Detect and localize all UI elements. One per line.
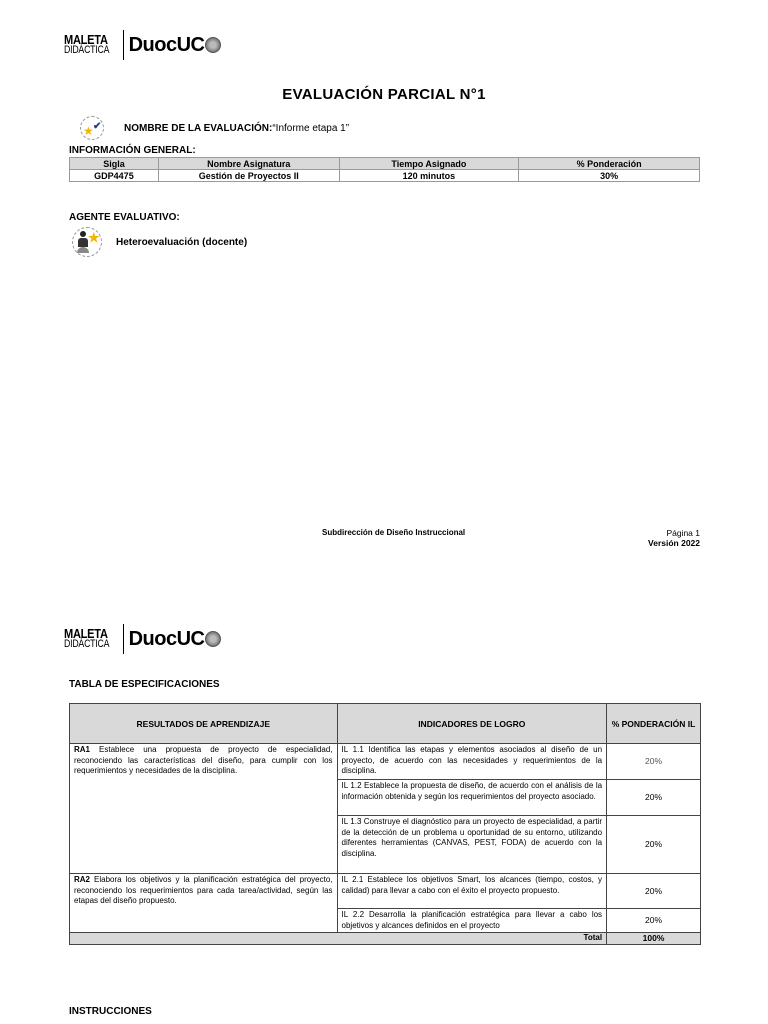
info-general-label: INFORMACIÓN GENERAL: xyxy=(69,145,196,156)
info-header: Tiempo Asignado xyxy=(339,158,519,170)
info-header: Nombre Asignatura xyxy=(158,158,339,170)
footer-page-info xyxy=(648,528,700,548)
info-cell: 120 minutos xyxy=(339,170,519,182)
il-cell: IL 1.2 Establece la propuesta de diseño, de acuerdo con el análisis de la información obtenida y según los requerimientos del proyecto asociado. xyxy=(337,780,607,816)
il-cell: IL 2.2 Desarrolla la planificación estratégica para llevar a cabo los objetivos y alcances definidos en el proyecto xyxy=(337,909,607,933)
agent-label: AGENTE EVALUATIVO: xyxy=(69,212,180,223)
duoc-logo xyxy=(64,624,221,654)
info-cell: Gestión de Proyectos II xyxy=(158,170,339,182)
footer-page: Página 1 xyxy=(666,528,700,538)
teacher-star-icon: ★ xyxy=(72,227,102,257)
seal-icon xyxy=(205,631,221,647)
info-table xyxy=(69,157,700,182)
info-cell: 30% xyxy=(519,170,700,182)
footer-department: Subdirección de Diseño Instruccional xyxy=(322,528,466,537)
spec-header: INDICADORES DE LOGRO xyxy=(337,704,607,744)
agent-evaluativo xyxy=(72,227,247,257)
il-pct: 20% xyxy=(607,816,701,874)
il-pct: 20% xyxy=(607,780,701,816)
specifications-table xyxy=(69,703,701,945)
info-header: % Ponderación xyxy=(519,158,700,170)
duoc-brand: DuocUC xyxy=(128,33,205,56)
ra1-cell: RA1 Establece una propuesta de proyecto de especialidad, reconociendo las características del diseño, para cumplir con los requerimientos y necesidades de la disciplina. xyxy=(70,744,338,874)
il-pct: 20% xyxy=(607,874,701,909)
evaluation-name-value: “Informe etapa 1” xyxy=(272,122,350,134)
maleta-didactica-mark: MALETA DIDÁCTICA xyxy=(64,32,110,56)
il-cell: IL 2.1 Establece los objetivos Smart, los alcances (tiempo, costos, y calidad) para llevar a cabo con el éxito el proyecto propuesto. xyxy=(337,874,607,909)
il-cell: IL 1.1 Identifica las etapas y elementos asociados al diseño de un proyecto, de acuerdo con las necesidades y requerimientos de la disciplina. xyxy=(337,744,607,780)
spec-header: RESULTADOS DE APRENDIZAJE xyxy=(70,704,338,744)
il-cell: IL 1.3 Construye el diagnóstico para un proyecto de especialidad, a partir de la detección de un problema u oportunidad de su entorno, utilizando diferentes herramientas (CANVAS, PEST, FODA) de acuerdo con la disciplina. xyxy=(337,816,607,874)
seal-icon xyxy=(205,37,221,53)
spec-header: % PONDERACIÓN IL xyxy=(607,704,701,744)
evaluation-name-label: NOMBRE DE LA EVALUACIÓN: xyxy=(124,122,273,134)
info-header: Sigla xyxy=(70,158,159,170)
info-cell: GDP4475 xyxy=(70,170,159,182)
il-pct: 20% xyxy=(607,744,701,780)
ra2-cell: RA2 Elabora los objetivos y la planificación estratégica del proyecto, reconociendo los requerimientos para cada tarea/actividad, según las etapas del diseño propuesto. xyxy=(70,874,338,933)
maleta-didactica-mark: MALETA DIDÁCTICA xyxy=(64,626,110,650)
spec-table-title: TABLA DE ESPECIFICACIONES xyxy=(69,679,220,690)
evaluation-name xyxy=(80,116,349,140)
footer-version: Versión 2022 xyxy=(648,538,700,548)
total-value: 100% xyxy=(607,933,701,945)
star-check-icon: ★ ✔ xyxy=(80,116,104,140)
il-pct: 20% xyxy=(607,909,701,933)
page-title: EVALUACIÓN PARCIAL N°1 xyxy=(282,86,486,103)
agent-value: Heteroevaluación (docente) xyxy=(116,236,248,248)
total-label: Total xyxy=(70,933,607,945)
instructions-label: INSTRUCCIONES xyxy=(69,1006,152,1017)
duoc-brand: DuocUC xyxy=(128,627,205,650)
duoc-logo xyxy=(64,30,221,60)
